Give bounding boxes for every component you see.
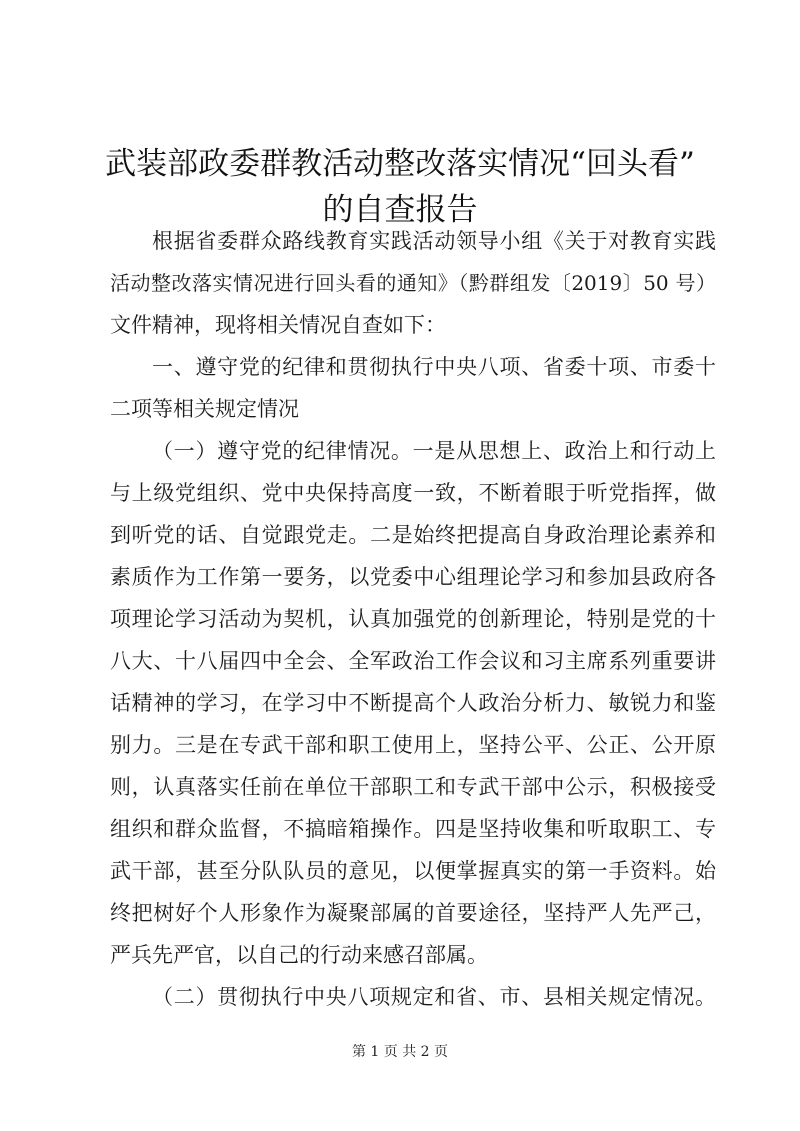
- paragraph-discipline-line-5: 项理论学习活动为契机，认真加强党的创新理论，特别是党的十: [110, 607, 716, 631]
- section-heading-line-1: 一、遵守党的纪律和贯彻执行中央八项、省委十项、市委十: [152, 355, 716, 379]
- paragraph-intro-line-2: 活动整改落实情况进行回头看的通知》（黔群组发〔2019〕50 号）: [110, 271, 716, 295]
- paragraph-discipline-line-12: 终把树好个人形象作为凝聚部属的首要途径，坚持严人先严己，: [110, 901, 716, 925]
- paragraph-discipline-line-4: 素质作为工作第一要务，以党委中心组理论学习和参加县政府各: [110, 565, 716, 589]
- paragraph-discipline-line-8: 别力。三是在专武干部和职工使用上，坚持公平、公正、公开原: [110, 733, 716, 757]
- document-title-line-1: 武装部政委群教活动整改落实情况“回头看”: [105, 146, 695, 182]
- paragraph-discipline-line-11: 武干部，甚至分队队员的意见，以便掌握真实的第一手资料。始: [110, 859, 716, 883]
- paragraph-discipline-line-2: 与上级党组织、党中央保持高度一致，不断着眼于听党指挥，做: [110, 481, 716, 505]
- page-number-footer: 第 1 页 共 2 页: [351, 1044, 449, 1060]
- paragraph-discipline-line-13: 严兵先严官，以自己的行动来感召部属。: [110, 943, 488, 967]
- document-title-line-2: 的自查报告: [322, 192, 478, 228]
- paragraph-discipline-line-3: 到听党的话、自觉跟党走。二是始终把提高自身政治理论素养和: [110, 523, 716, 547]
- paragraph-discipline-line-9: 则，认真落实任前在单位干部职工和专武干部中公示，积极接受: [110, 775, 716, 799]
- paragraph-regulations-line-1: （二）贯彻执行中央八项规定和省、市、县相关规定情况。: [152, 985, 716, 1009]
- paragraph-discipline-line-1: （一）遵守党的纪律情况。一是从思想上、政治上和行动上: [152, 439, 716, 463]
- paragraph-discipline-line-6: 八大、十八届四中全会、全军政治工作会议和习主席系列重要讲: [110, 649, 716, 673]
- section-heading-line-2: 二项等相关规定情况: [110, 397, 299, 421]
- paragraph-intro-line-1: 根据省委群众路线教育实践活动领导小组《关于对教育实践: [152, 229, 716, 253]
- paragraph-intro-line-3: 文件精神，现将相关情况自查如下：: [110, 313, 446, 337]
- paragraph-discipline-line-7: 话精神的学习，在学习中不断提高个人政治分析力、敏锐力和鉴: [110, 691, 716, 715]
- paragraph-discipline-line-10: 组织和群众监督，不搞暗箱操作。四是坚持收集和听取职工、专: [110, 817, 716, 841]
